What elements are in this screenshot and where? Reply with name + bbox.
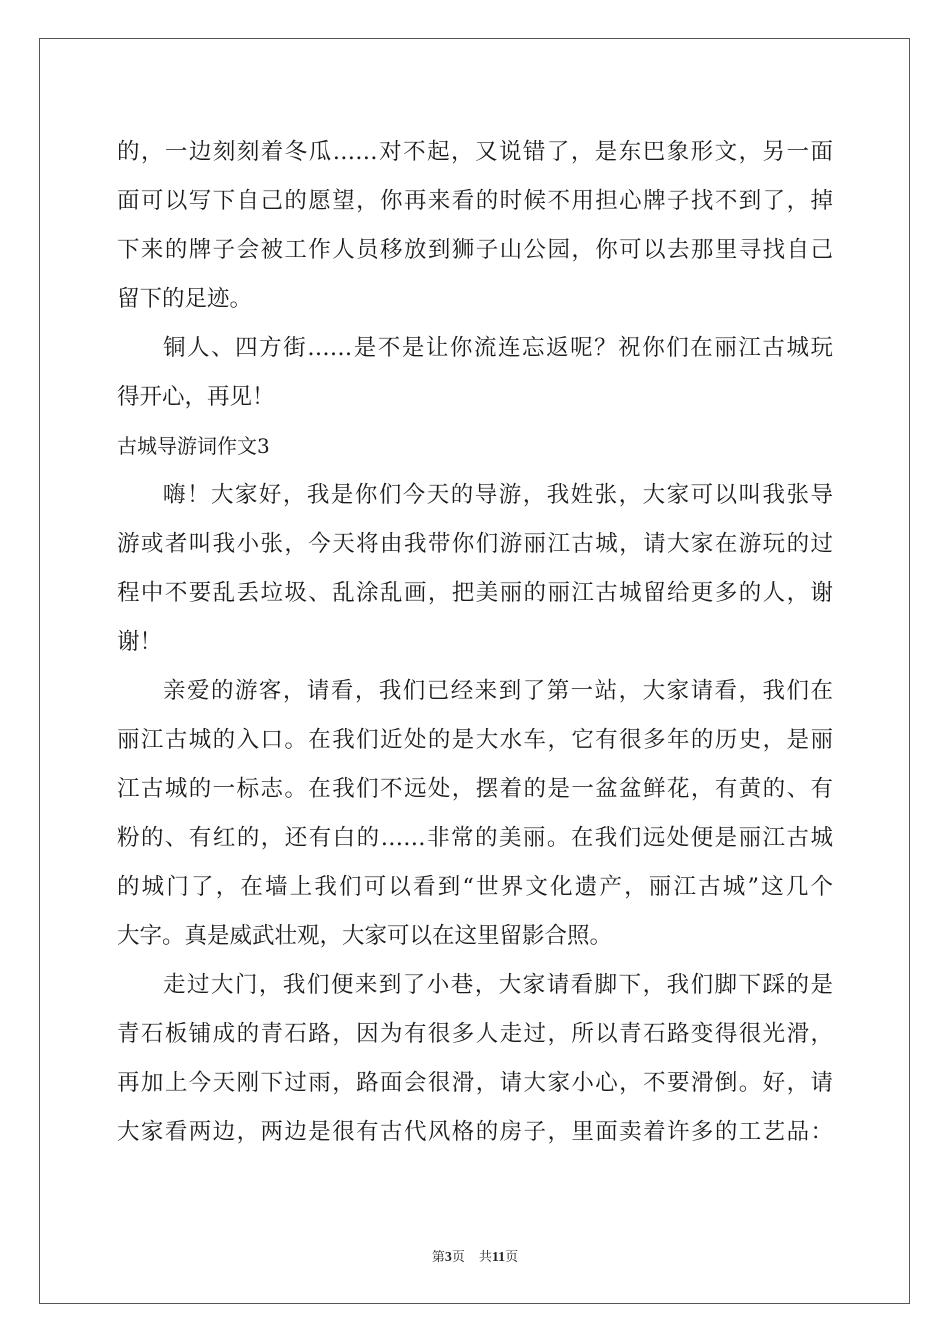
page-prefix: 第: [431, 1250, 445, 1265]
text-line: 得开心，再见！: [117, 384, 275, 410]
section-heading: 古城导游词作文3: [117, 434, 270, 458]
text-line: 再加上今天刚下过雨，路面会很滑，请大家小心，不要滑倒。好，请: [117, 1070, 833, 1096]
text-line: 粉的、有红的，还有白的……非常的美丽。在我们远处便是丽江古城: [117, 825, 833, 851]
text-line: 青石板铺成的青石路，因为有很多人走过，所以青石路变得很光滑，: [117, 1021, 833, 1047]
page-footer: [0, 1246, 950, 1266]
text-line: 铜人、四方街……是不是让你流连忘返呢？祝你们在丽江古城玩: [163, 335, 833, 361]
page-number: 3: [444, 1250, 452, 1265]
text-line: 面可以写下自己的愿望，你再来看的时候不用担心牌子找不到了，掉: [117, 188, 833, 214]
text-line: 谢！: [117, 629, 163, 655]
text-line: 走过大门，我们便来到了小巷，大家请看脚下，我们脚下踩的是: [163, 972, 833, 998]
text-line: 大字。真是威武壮观，大家可以在这里留影合照。: [117, 923, 613, 949]
text-line: 亲爱的游客，请看，我们已经来到了第一站，大家请看，我们在: [163, 678, 833, 704]
document-body: [117, 128, 833, 1157]
text-line: 的城门了，在墙上我们可以看到“世界文化遗产，丽江古城”这几个: [117, 874, 833, 900]
text-line: 的，一边刻刻着冬瓜……对不起，又说错了，是东巴象形文，另一面: [117, 139, 833, 165]
total-pages: 11: [491, 1250, 506, 1265]
text-line: 大家看两边，两边是很有古代风格的房子，里面卖着许多的工艺品：: [117, 1119, 833, 1145]
text-line: 丽江古城的入口。在我们近处的是大水车，它有很多年的历史，是丽: [117, 727, 833, 753]
total-prefix: 共: [478, 1250, 492, 1265]
text-line: 游或者叫我小张，今天将由我带你们游丽江古城，请大家在游玩的过: [117, 531, 833, 557]
total-suffix: 页: [505, 1250, 519, 1265]
text-line: 程中不要乱丢垃圾、乱涂乱画，把美丽的丽江古城留给更多的人，谢: [117, 580, 833, 606]
text-line: 下来的牌子会被工作人员移放到狮子山公园，你可以去那里寻找自己: [117, 237, 833, 263]
page-suffix: 页: [451, 1250, 465, 1265]
text-line: 江古城的一标志。在我们不远处，摆着的是一盆盆鲜花，有黄的、有: [117, 776, 833, 802]
text-line: 嗨！大家好，我是你们今天的导游，我姓张，大家可以叫我张导: [163, 482, 833, 508]
text-line: 留下的足迹。: [117, 286, 253, 312]
